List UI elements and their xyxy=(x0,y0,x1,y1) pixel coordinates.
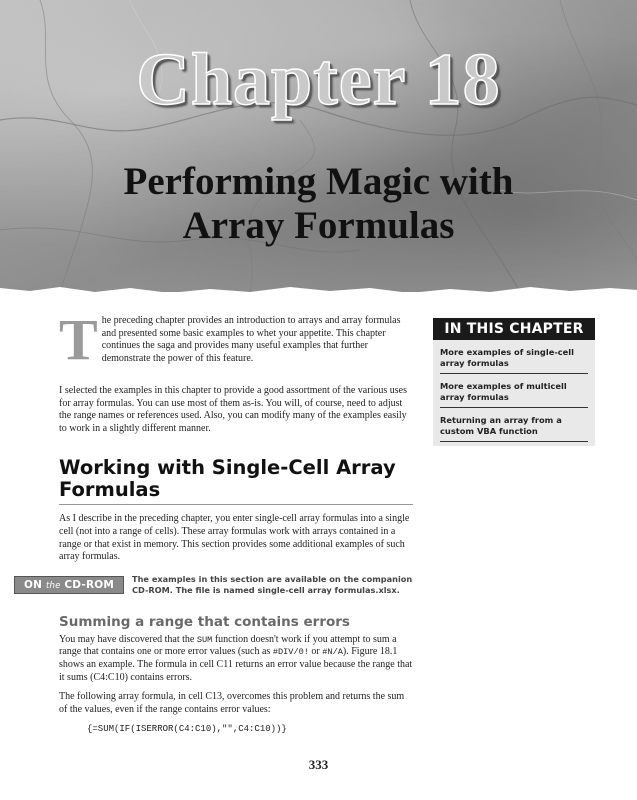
page-number: 333 xyxy=(308,757,329,772)
section-heading-line-1: Working with Single-Cell Array xyxy=(59,456,396,480)
drop-cap: T xyxy=(59,307,98,372)
inline-code-na: #N/A xyxy=(322,647,343,658)
array-formula-code: {=SUM(IF(ISERROR(C4:C10),"",C4:C10))} xyxy=(87,724,287,735)
text-run: or xyxy=(308,646,323,658)
in-this-chapter-sidebar xyxy=(433,318,595,446)
intro-paragraph-2: I selected the examples in this chapter to provide a good assortment of the various uses for array formulas. You can use most of them as-is. You will, of course, need to adjust the range names or references used. Also, you can modify many of the examples easily to work in a slightly different manner. xyxy=(59,385,407,434)
subsection-paragraph-1 xyxy=(59,634,413,684)
intro-paragraph-1-text: he preceding chapter provides an introduction to arrays and array formulas and presented some basic examples to whet your appetite. This chapter continues the saga and provides many useful examples that further demonstrate the power of this feature. xyxy=(101,315,401,364)
section-paragraph-1: As I describe in the preceding chapter, you enter single-cell array formulas into a single cell (not into a range of cells). These array formulas work with arrays contained in a range or that exist in memory. This section provides some additional examples of such array formulas. xyxy=(59,513,410,563)
sidebar-item-single-cell: More examples of single-cell array formulas xyxy=(440,340,588,374)
badge-the: the xyxy=(45,580,61,591)
chapter-title xyxy=(0,160,637,248)
chapter-title-line-2: Array Formulas xyxy=(182,204,455,247)
subsection-paragraph-2: The following array formula, in cell C13, overcomes this problem and returns the sum of the values, even if the range contains error values: xyxy=(59,691,405,715)
inline-code-sum: SUM xyxy=(196,634,213,645)
badge-on: ON xyxy=(23,578,43,591)
sidebar-item-multicell: More examples of multicell array formulas xyxy=(440,374,588,408)
badge-cdrom: CD-ROM xyxy=(64,578,115,591)
text-run: ). Figure 18.1 shows an example. The formula in cell C11 returns an error value because the range that it sums (C4:C10) contains errors. xyxy=(59,646,413,683)
on-the-cdrom-badge xyxy=(14,576,124,594)
sidebar-item-vba-function: Returning an array from a custom VBA function xyxy=(440,408,588,442)
text-run: You may have discovered that the xyxy=(59,633,197,645)
text-run: function doesn't work if you attempt to sum a range that contains one or more error values (such as xyxy=(59,633,397,658)
subsection-heading: Summing a range that contains errors xyxy=(59,613,350,630)
cdrom-note-text: The examples in this section are available on the companion CD-ROM. The file is named single-cell array formulas.xlsx. xyxy=(132,573,413,595)
cdrom-note-block xyxy=(14,574,413,600)
section-heading-line-2: Formulas xyxy=(59,478,161,502)
sidebar-title: IN THIS CHAPTER xyxy=(433,318,595,340)
header-torn-edge xyxy=(0,284,637,292)
main-text-column xyxy=(23,307,413,736)
intro-paragraph-1 xyxy=(59,307,413,378)
chapter-title-line-1: Performing Magic with xyxy=(123,160,514,203)
inline-code-div0: #DIV/0! xyxy=(272,647,309,658)
section-heading xyxy=(59,457,413,505)
chapter-number: Chapter 18 xyxy=(136,39,501,121)
chapter-header-banner xyxy=(0,0,637,292)
